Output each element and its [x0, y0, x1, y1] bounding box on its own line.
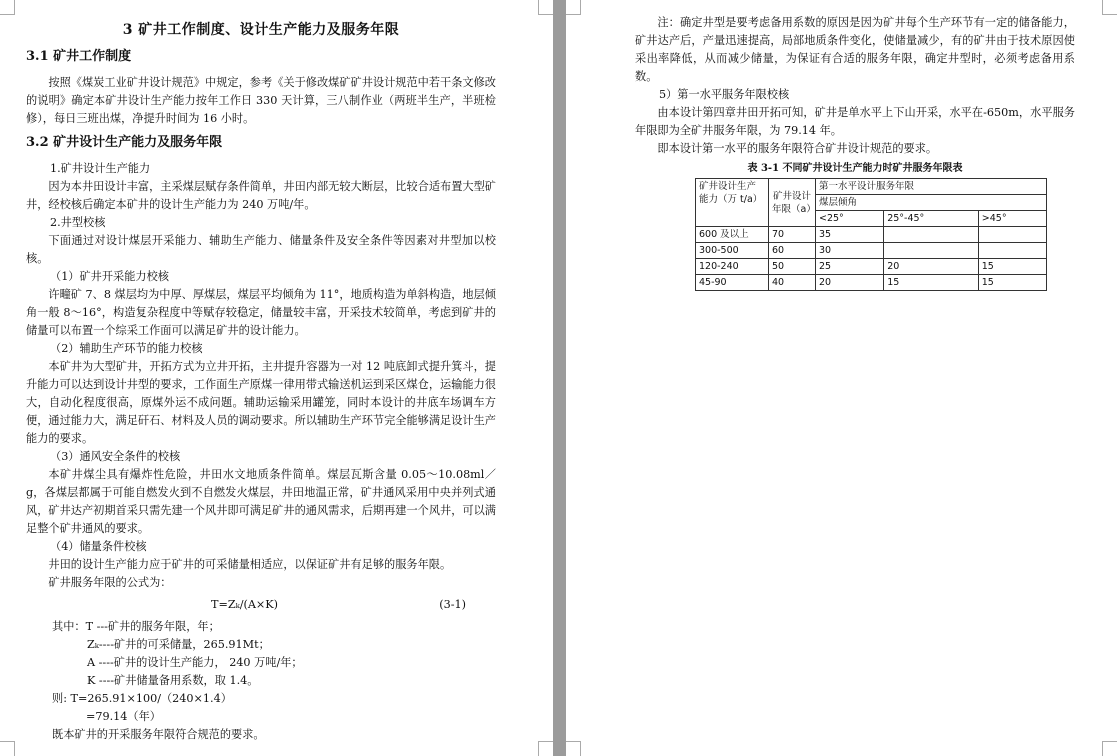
- table-cell: 20: [884, 259, 979, 275]
- table-cell: 30: [816, 243, 884, 259]
- table-cell: 15: [884, 275, 979, 291]
- calculation-line-1: 则: T=265.91×100/（240×1.4）: [52, 692, 232, 705]
- right-page-content: [635, 14, 1075, 291]
- header-first-level: 第一水平设计服务年限: [816, 179, 1047, 195]
- document-page-left: [0, 0, 553, 756]
- chapter-title: 3 矿井工作制度、设计生产能力及服务年限: [122, 22, 400, 38]
- table-cell: 40: [769, 275, 816, 291]
- check-3-title: （3）通风安全条件的校核: [50, 450, 181, 463]
- check-2-paragraph: 本矿井为大型矿井，开拓方式为立井开拓，主井提升容器为一对 12 吨底卸式提升箕斗，提升能力可以达到设计井型的要求，工作面生产原煤一律用带式输送机运到采区煤仓，运输能力很大，自动化程度很高，原煤外运不成问题。辅助运输采用罐笼，同时本设计的井底车场调车方便，通过能力大，满足矸石、材料及人员的调动要求。所以辅助生产环节完全能够满足设计生产能力的要求。: [26, 360, 496, 445]
- service-life-conclusion: 既本矿井的开采服务年限符合规范的要求。: [52, 728, 265, 741]
- check-5-title: 5）第一水平服务年限校核: [659, 88, 790, 101]
- header-dip-gt45: >45°: [978, 211, 1046, 227]
- table-cell: 300-500: [696, 243, 769, 259]
- table-cell: 70: [769, 227, 816, 243]
- header-capacity: 矿井设计生产能力（万 t/a）: [696, 179, 769, 227]
- service-life-formula: [26, 596, 496, 614]
- check-4-paragraph: 井田的设计生产能力应于矿井的可采储量相适应，以保证矿井有足够的服务年限。: [48, 558, 452, 571]
- table-cell: 600 及以上: [696, 227, 769, 243]
- check-2-title: （2）辅助生产环节的能力校核: [50, 342, 203, 355]
- section-3-1-title: 3.1 矿井工作制度: [26, 49, 132, 64]
- crop-mark: [1102, 741, 1117, 756]
- crop-mark: [538, 0, 553, 15]
- table-cell: 15: [978, 259, 1046, 275]
- crop-mark: [566, 0, 581, 15]
- table-row: [696, 227, 1047, 243]
- section-3-2-title: 3.2 矿井设计生产能力及服务年限: [26, 135, 223, 150]
- table-cell: 50: [769, 259, 816, 275]
- table-cell: [978, 243, 1046, 259]
- table-header-row-1: [696, 179, 1047, 195]
- subsection-1-paragraph: 因为本井田设计丰富，主采煤层赋存条件简单，井田内部无较大断层，比较合适布置大型矿井，经校核后确定本矿井的设计生产能力为 240 万吨/年。: [26, 180, 496, 211]
- section-3-1-paragraph: 按照《煤炭工业矿井设计规范》中规定，参考《关于修改煤矿矿井设计规范中若干条文修改的说明》确定本矿井设计生产能力按年工作日 330 天计算，三八制作业（两班半生产，半班检修），每日三班出煤，净提升时间为 16 小时。: [26, 76, 496, 125]
- check-5-paragraph: 由本设计第四章井田开拓可知，矿井是单水平上下山开采，水平在-650m，水平服务年限即为全矿井服务年限，为 79.14 年。: [635, 106, 1075, 137]
- check-5-conclusion: 即本设计第一水平的服务年限符合矿井设计规范的要求。: [657, 142, 938, 155]
- formula-where-a: A ----矿井的设计生产能力， 240 万吨/年；: [87, 656, 303, 669]
- reserve-coefficient-note: 注：确定井型是要考虑备用系数的原因是因为矿井每个生产环节有一定的储备能力，矿井达产后，产量迅速提高，局部地质条件变化，使储量减少，有的矿井由于技术原因使采出率降低，从而减少储量，为保证有合适的服务年限，确定井型时，必须考虑备用系数。: [635, 16, 1075, 83]
- formula-where-z: Zₖ----矿井的可采储量，265.91Mt；: [87, 638, 270, 651]
- check-3-paragraph: 本矿井煤尘具有爆炸性危险，井田水文地质条件简单。煤层瓦斯含量 0.05～10.08ml／g，各煤层都属于可能自燃发火到不自燃发火煤层，井田地温正常，矿井通风采用中央并列式通风，矿井达产初期首采只需先建一个风井即可满足矿井的通风需求，后期再建一个风井，可以满足整个矿井通风的要求。: [26, 468, 496, 535]
- table-cell: [884, 243, 979, 259]
- formula-number: (3-1): [439, 598, 466, 611]
- table-cell: 35: [816, 227, 884, 243]
- check-1-title: （1）矿井开采能力校核: [50, 270, 169, 283]
- formula-where-t: 其中：T ---矿井的服务年限，年；: [52, 620, 220, 633]
- header-dip-angle: 煤层倾角: [816, 195, 1047, 211]
- check-1-paragraph: 许疃矿 7、8 煤层均为中厚、厚煤层，煤层平均倾角为 11°，地质构造为单斜构造，地层倾角一般 8～16°，构造复杂程度中等赋存较稳定，储量较丰富，开采技术较简单，考虑到矿井的储量可以布置一个综采工作面可以满足矿井的设计能力。: [26, 288, 496, 337]
- header-dip-25-45: 25°-45°: [884, 211, 979, 227]
- table-cell: [978, 227, 1046, 243]
- header-service-life: 矿井设计年限（a）: [769, 179, 816, 227]
- table-3-1-caption: 表 3-1 不同矿井设计生产能力时矿井服务年限表: [747, 163, 963, 174]
- service-life-table: [695, 178, 1047, 291]
- table-cell: 60: [769, 243, 816, 259]
- subsection-2-title: 2.井型校核: [50, 216, 106, 229]
- formula-intro: 矿井服务年限的公式为：: [48, 576, 172, 589]
- crop-mark: [566, 741, 581, 756]
- table-row: [696, 243, 1047, 259]
- document-page-right: [566, 0, 1117, 756]
- formula-expression: T=Zₖ/(A×K): [211, 598, 278, 611]
- subsection-1-title: 1.矿井设计生产能力: [50, 162, 151, 175]
- check-4-title: （4）储量条件校核: [50, 540, 147, 553]
- formula-where-k: K ----矿井储量备用系数，取 1.4。: [87, 674, 259, 687]
- table-cell: 25: [816, 259, 884, 275]
- header-dip-lt25: <25°: [816, 211, 884, 227]
- table-cell: 120-240: [696, 259, 769, 275]
- subsection-2-paragraph: 下面通过对设计煤层开采能力、辅助生产能力、储量条件及安全条件等因素对井型加以校核。: [26, 234, 496, 265]
- calculation-line-2: =79.14（年）: [86, 710, 161, 723]
- crop-mark: [0, 0, 15, 15]
- crop-mark: [0, 741, 15, 756]
- left-page-content: [26, 20, 496, 744]
- table-cell: [884, 227, 979, 243]
- table-cell: 15: [978, 275, 1046, 291]
- table-cell: 45-90: [696, 275, 769, 291]
- table-row: [696, 275, 1047, 291]
- crop-mark: [1102, 0, 1117, 15]
- table-cell: 20: [816, 275, 884, 291]
- crop-mark: [538, 741, 553, 756]
- table-row: [696, 259, 1047, 275]
